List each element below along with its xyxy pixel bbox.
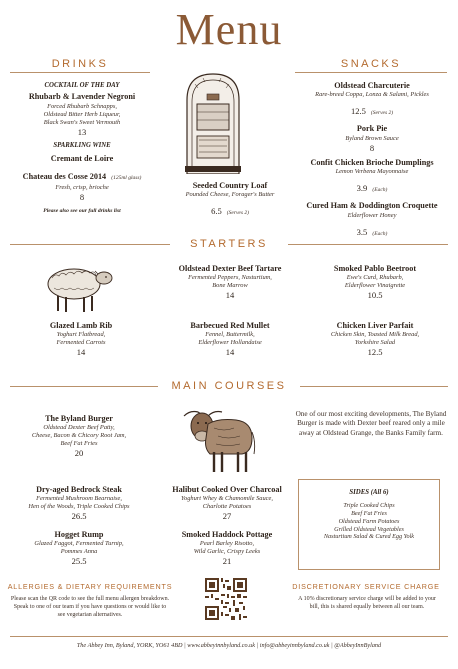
allergies-text: Please scan the QR code to see the full menu allergen breakdown. Speak to one of our team if you have questions or would like to see vegetarian alternatives. xyxy=(10,596,170,619)
item-name: Dry-aged Bedrock Steak xyxy=(36,485,122,494)
item-price: 14 xyxy=(225,347,235,358)
snack-item xyxy=(292,81,452,119)
sides-box xyxy=(298,479,440,570)
item-name: Smoked Haddock Pottage xyxy=(181,530,273,539)
item-desc: Elderflower Vinaigrette xyxy=(344,282,406,290)
sparkling-desc: Fresh, crisp, brioche xyxy=(55,184,109,192)
divider xyxy=(10,72,150,73)
item-price: 10.5 xyxy=(367,290,383,301)
divider xyxy=(295,72,447,73)
starter-item xyxy=(300,264,450,301)
item-name: Glazed Lamb Rib xyxy=(49,321,113,330)
side-item: Oldstead Farm Potatoes xyxy=(338,517,400,525)
cocktail-desc: Black Swan's Sweet Vermouth xyxy=(43,118,121,126)
starter-item xyxy=(155,321,305,358)
item-desc: Elderflower Honey xyxy=(347,211,397,219)
section-heading-snacks: SNACKS xyxy=(340,58,402,70)
item-price: 21 xyxy=(222,556,232,567)
side-item: Nasturtium Salad & Cured Egg Yolk xyxy=(323,533,415,541)
item-name: Hogget Rump xyxy=(54,530,104,539)
cocktail-price: 13 xyxy=(77,126,87,137)
cocktail-desc: Oldstead Bitter Herb Liqueur, xyxy=(43,110,121,118)
section-heading-mains: MAIN COURSES xyxy=(171,380,287,392)
service-heading: DISCRETIONARY SERVICE CHARGE xyxy=(292,582,440,591)
item-desc: Pounded Cheese, Forager's Butter xyxy=(185,191,275,199)
item-desc: Yoghurt Flatbread, xyxy=(56,331,106,339)
item-desc: Wild Garlic, Crispy Leeks xyxy=(193,548,261,556)
item-name: Cured Ham & Doddington Croquette xyxy=(306,201,438,211)
item-price: 12.5 xyxy=(350,106,366,117)
allergies-heading: ALLERGIES & DIETARY REQUIREMENTS xyxy=(7,582,173,591)
cocktail-desc: Forced Rhubarb Schnapps, xyxy=(47,102,117,110)
service-text: A 10% discretionary service charge will be added to your bill, this is shared equally between all our team. xyxy=(298,596,436,611)
item-name: Confit Chicken Brioche Dumplings xyxy=(310,158,434,168)
main-item xyxy=(152,485,302,522)
starter-item xyxy=(6,321,156,358)
side-item: Beef Fat Fries xyxy=(351,510,387,518)
footer-contact: The Abbey Inn, Byland, YORK, YO61 4BD | www.abbeyinnbyland.co.uk | info@abbeyinnbyland.co.uk | @AbbeyInnByland xyxy=(76,642,382,649)
divider xyxy=(10,636,448,637)
side-item: Triple Cooked Chips xyxy=(343,502,395,510)
item-desc: Lemon Verbena Mayonnaise xyxy=(335,168,409,176)
item-desc: Oldstead Dexter Beef Patty, xyxy=(43,424,115,432)
cow-illustration xyxy=(178,402,258,474)
item-price: 6.5 xyxy=(211,206,222,217)
item-desc: Glazed Faggot, Fermented Turnip, xyxy=(34,540,124,548)
cocktail-name: Rhubarb & Lavender Negroni xyxy=(28,92,136,102)
section-heading-starters: STARTERS xyxy=(190,238,268,250)
item-desc: Chicken Skin, Toasted Milk Bread, xyxy=(330,331,420,339)
item-desc: Pearl Barley Risotto, xyxy=(199,540,255,548)
snack-item xyxy=(292,158,452,196)
sparkling-name: Chateau des Cosse 2014 xyxy=(22,172,107,182)
item-desc: Yoghurt Whey & Chamomile Sauce, xyxy=(181,495,273,503)
item-price: 20 xyxy=(74,448,84,459)
qr-code[interactable] xyxy=(205,578,247,620)
serves: (Each) xyxy=(372,230,388,237)
item-price: 12.5 xyxy=(367,347,383,358)
item-desc: Bone Marrow xyxy=(212,282,248,290)
item-desc: Fermented Carrots xyxy=(56,339,106,347)
item-desc: Pommes Anna xyxy=(60,548,98,556)
item-name: Smoked Pablo Beetroot xyxy=(333,264,417,273)
main-item xyxy=(4,485,154,522)
item-price: 3.9 xyxy=(356,183,368,194)
snack-item xyxy=(292,201,452,239)
divider xyxy=(300,386,448,387)
item-price: 3.5 xyxy=(356,226,368,237)
sparkling-price: 8 xyxy=(79,192,85,203)
item-name: Barbecued Red Mullet xyxy=(190,321,270,330)
side-item: Grilled Oldstead Vegetables xyxy=(334,525,404,533)
sparkling-heading: SPARKLING WINE xyxy=(53,142,111,150)
snacks-column xyxy=(292,81,452,240)
item-name: Seeded Country Loaf xyxy=(192,181,268,190)
snack-item xyxy=(292,124,452,153)
item-price: 26.5 xyxy=(71,511,87,522)
main-item xyxy=(4,530,154,567)
item-name: Halibut Cooked Over Charcoal xyxy=(172,485,282,494)
serves: (Serves 2) xyxy=(226,210,249,217)
item-name: Oldstead Charcuterie xyxy=(334,81,410,90)
item-desc: Elderflower Hollandaise xyxy=(198,339,262,347)
item-desc: Rare-breed Coppa, Lonza & Salami, Pickles xyxy=(315,91,429,99)
sides-heading: SIDES (All 6) xyxy=(349,489,389,496)
divider xyxy=(288,244,448,245)
item-desc: Byland Brown Sauce xyxy=(345,134,399,142)
sparkling-name: Cremant de Loire xyxy=(50,153,114,163)
item-desc: Yorkshire Salad xyxy=(354,339,396,347)
starter-item xyxy=(300,321,450,358)
divider xyxy=(10,244,170,245)
divider xyxy=(10,386,158,387)
drinks-list-note: Please also see our full drinks list xyxy=(43,207,121,214)
main-item xyxy=(152,530,302,567)
item-name: Oldstead Dexter Beef Tartare xyxy=(178,264,282,273)
item-name: The Byland Burger xyxy=(45,414,113,423)
item-price: 25.5 xyxy=(71,556,87,567)
item-price: 14 xyxy=(225,290,235,301)
sheep-illustration xyxy=(40,258,116,314)
starter-item xyxy=(155,264,305,301)
item-price: 27 xyxy=(222,511,232,522)
item-desc: Fermented Mushroom Bearnaise, xyxy=(36,495,122,503)
item-price: 8 xyxy=(369,142,375,153)
item-desc: Charlotte Potatoes xyxy=(202,503,252,511)
section-heading-drinks: DRINKS xyxy=(51,58,109,70)
drinks-column xyxy=(8,82,156,215)
bread-item xyxy=(160,181,300,219)
main-item xyxy=(4,414,154,459)
item-desc: Beef Fat Fries xyxy=(60,440,98,448)
cocktail-heading: COCKTAIL OF THE DAY xyxy=(44,82,120,89)
burger-description: One of our most exciting developments, The Byland Burger is made with Dexter beef reared only a mile away at Oldstead Grange, the Banks Family farm. xyxy=(295,410,447,437)
bread-oven-illustration xyxy=(183,70,243,174)
item-desc: Fennel, Buttermilk, xyxy=(205,331,255,339)
item-desc: Ewe's Curd, Rhubarb, xyxy=(346,274,404,282)
item-desc: Hen of the Woods, Triple Cooked Chips xyxy=(28,503,130,511)
glass-size: (125ml glass) xyxy=(111,175,142,182)
item-price: 14 xyxy=(76,347,86,358)
page-title: Menu xyxy=(175,5,283,54)
serves: (Serves 2) xyxy=(370,110,394,117)
item-desc: Cheese, Bacon & Chicory Root Jam, xyxy=(31,432,127,440)
item-name: Chicken Liver Parfait xyxy=(336,321,414,330)
serves: (Each) xyxy=(372,187,388,194)
item-desc: Fermented Peppers, Nasturtium, xyxy=(188,274,272,282)
item-name: Pork Pie xyxy=(356,124,388,134)
